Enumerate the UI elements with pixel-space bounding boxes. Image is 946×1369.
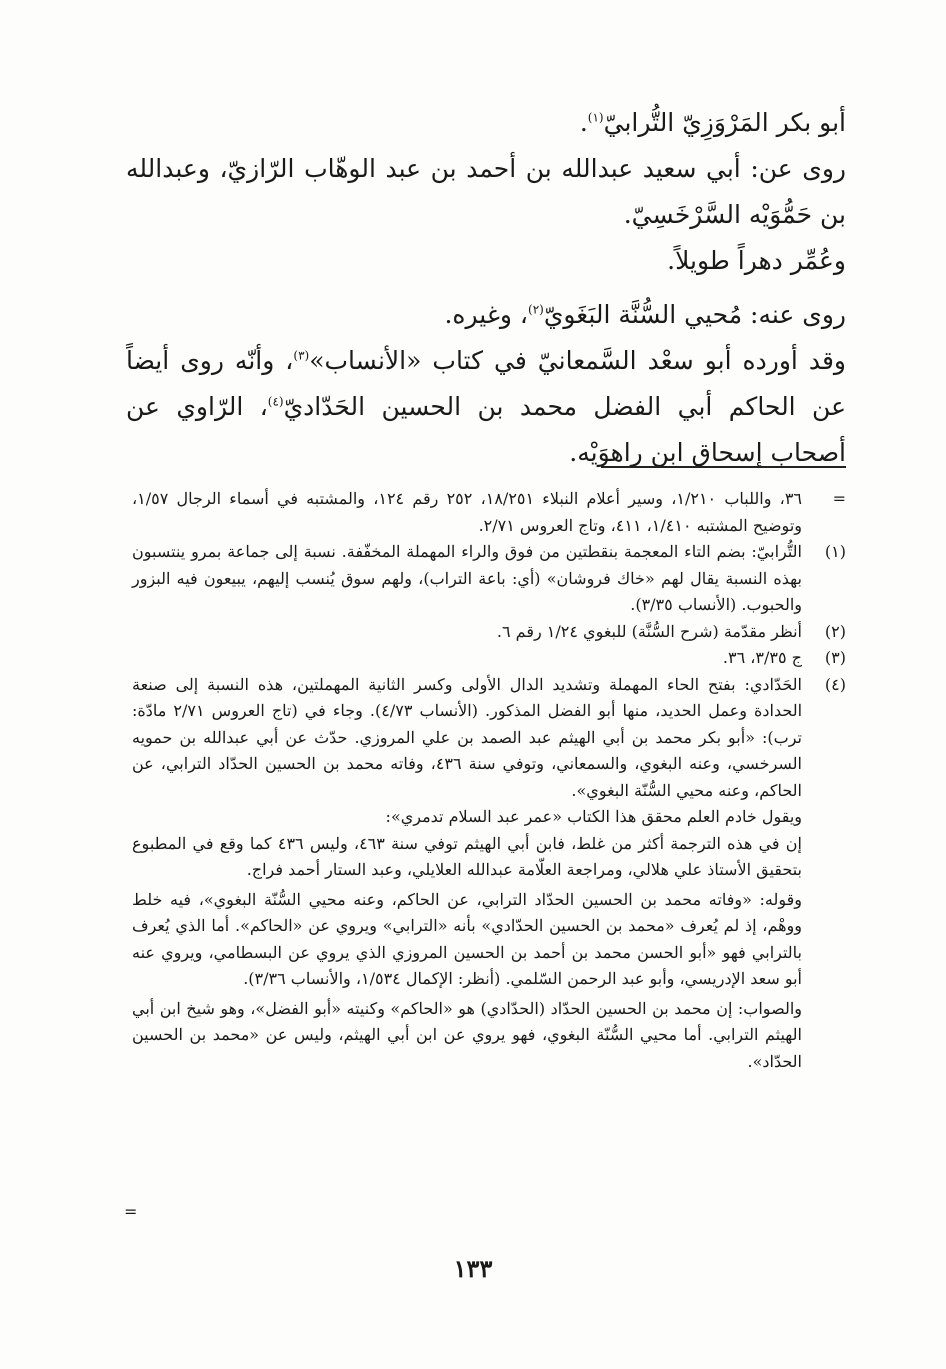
footnote-4-para-4: وقوله: «وفاته محمد بن الحسين الحدّاد الترابي، عن الحاكم، وعنه محيي السُّنّة البغوي»، فيه خلط ووهْم، إذ لم يُعرف «محمد بن الحسين الحدّادي» بأنه «الترابي» ويروي عن «الحاكم». أما الذي يُعرف بالترابي فهو «أبو الحسن محمد بن أحمد بن الحسين المروزي الذي يروي عن البسطامي، ويروي عنه أبو سعد الإدريسي، وأبو عبد الرحمن السّلمي. (أنظر: الإكمال ١/٥٣٤، والأنساب ٣/٣٦). [132, 889, 802, 988]
footnote-ref-1: (١) [587, 110, 604, 125]
main-text [126, 100, 846, 476]
footnote-2 [132, 619, 846, 646]
footnote-number: (١) [824, 542, 846, 561]
entry-name: أبو بكر المَرْوَزِيّ التُّرابيّ [603, 108, 846, 137]
footnote-ref-3: (٣) [293, 348, 310, 363]
footnote-continuation [132, 486, 846, 539]
footnote-3 [132, 645, 846, 672]
continuation-marker: = [832, 489, 846, 508]
footnotes [132, 486, 846, 1075]
footnote-text: ج ٣/٣٥، ٣٦. [722, 648, 802, 667]
footnote-number: (٢) [824, 621, 846, 641]
footnote-text: ٣٦، واللباب ١/٢١٠، وسير أعلام النبلاء ١٨/٢٥١، ٢٥٢ رقم ١٢٤، والمشتبه في أسماء الرجال ١/٥٧، وتوضيح المشتبه ١/٤١٠، ٤١١، وتاج العروس ٢/٧١. [132, 489, 802, 535]
footnote-4-para-3: إن في هذه الترجمة أكثر من غلط، فابن أبي الهيثم توفي سنة ٤٦٣، وليس ٤٣٦ كما وقع في المطبوع بتحقيق الأستاذ علي هلالي، ومراجعة العلّامة عبدالله العلايلي، وعبد الستار أحمد فراج. [132, 833, 802, 879]
footnote-ref-2: (٢) [528, 302, 544, 317]
footnote-4 [132, 672, 846, 1076]
footnote-ref-4: (٤) [267, 394, 284, 409]
continuation-end-marker: = [124, 1202, 138, 1221]
footnote-text: أنظر مقدّمة (شرح السُّنَّة) للبغوي ١/٢٤ رقم ٦. [496, 621, 802, 641]
footnote-1 [132, 539, 846, 619]
page-number: ١٣٣ [453, 1254, 493, 1283]
mention-paragraph: وقد أورده أبو سعْد السَّمعانيّ في كتاب «الأنساب»$^{(٣)}$، وأنّه روى أيضاً عن الحاكم أبي الفضل محمد بن الحسين الحَدّاديّ$^{(٤)}$، الرّاوي عن أصحاب إسحاق ابن راهوَيْه. [126, 346, 847, 467]
lived-long: وعُمِّر دهراً طويلاً. [667, 246, 846, 275]
footnote-number: (٤) [824, 674, 846, 694]
narrated-by-line: روى عنه: مُحيي السُّنَّة البَغَويّ$^{(٢)}$، وغيره. [444, 300, 846, 329]
footnote-number: (٣) [824, 648, 846, 667]
footnote-separator [601, 466, 846, 468]
footnote-text: التُّرابيّ: بضم التاء المعجمة بنقطتين من فوق والراء المهملة المخفّفة. نسبة إلى جماعة بمرو ينتسبون بهذه النسبة يقال لهم «خاك فروشان» (أي: باعة التراب)، ولهم سوق يُنسب إليهم، يبيعون فيه البزور والحبوب. (الأنساب ٣/٣٥). [132, 542, 802, 614]
footnote-4-para-2: ويقول خادم العلم محقق هذا الكتاب «عمر عبد السلام تدمري»: [385, 807, 802, 826]
footnote-4-para-1: الحَدّادي: بفتح الحاء المهملة وتشديد الدال الأولى وكسر الثانية المهملتين، هذه النسبة إلى صنعة الحدادة وعمل الحديد، منها أبو الفضل المذكور. (الأنساب ٤/٧٣). وجاء في (تاج العروس ٢/٧١ مادّة: ترب): «أبو بكر محمد بن أبي الهيثم عبد الصمد بن علي المروزي. حدّث عن أبي عبدالله بن حمويه السرخسي، وعنه البغوي، والسمعاني، وتوفي سنة ٤٣٦، وفاته محمد بن الحسين الحدّاد الترابي، عن الحاكم، وعنه محيي السُّنّة البغوي». [132, 674, 803, 800]
narrated-from: روى عن: أبي سعيد عبدالله بن أحمد بن عبد الوهّاب الرّازيّ، وعبدالله بن حَمُّوَيْه السَّرْخَسِيّ. [126, 154, 846, 229]
entry-name-line: أبو بكر المَرْوَزِيّ التُّرابيّ$^{(١)}$. [579, 108, 846, 137]
footnote-text [132, 672, 802, 1076]
footnote-4-para-5: والصواب: إن محمد بن الحسين الحدّاد (الحدّادي) هو «الحاكم» وكنيته «أبو الفضل»، وهو شيخ ابن أبي الهيثم الترابي. أما محيي السُّنّة البغوي، فهو يروي عن ابن أبي الهيثم، وليس عن «محمد بن الحسين الحدّاد». [132, 998, 802, 1071]
